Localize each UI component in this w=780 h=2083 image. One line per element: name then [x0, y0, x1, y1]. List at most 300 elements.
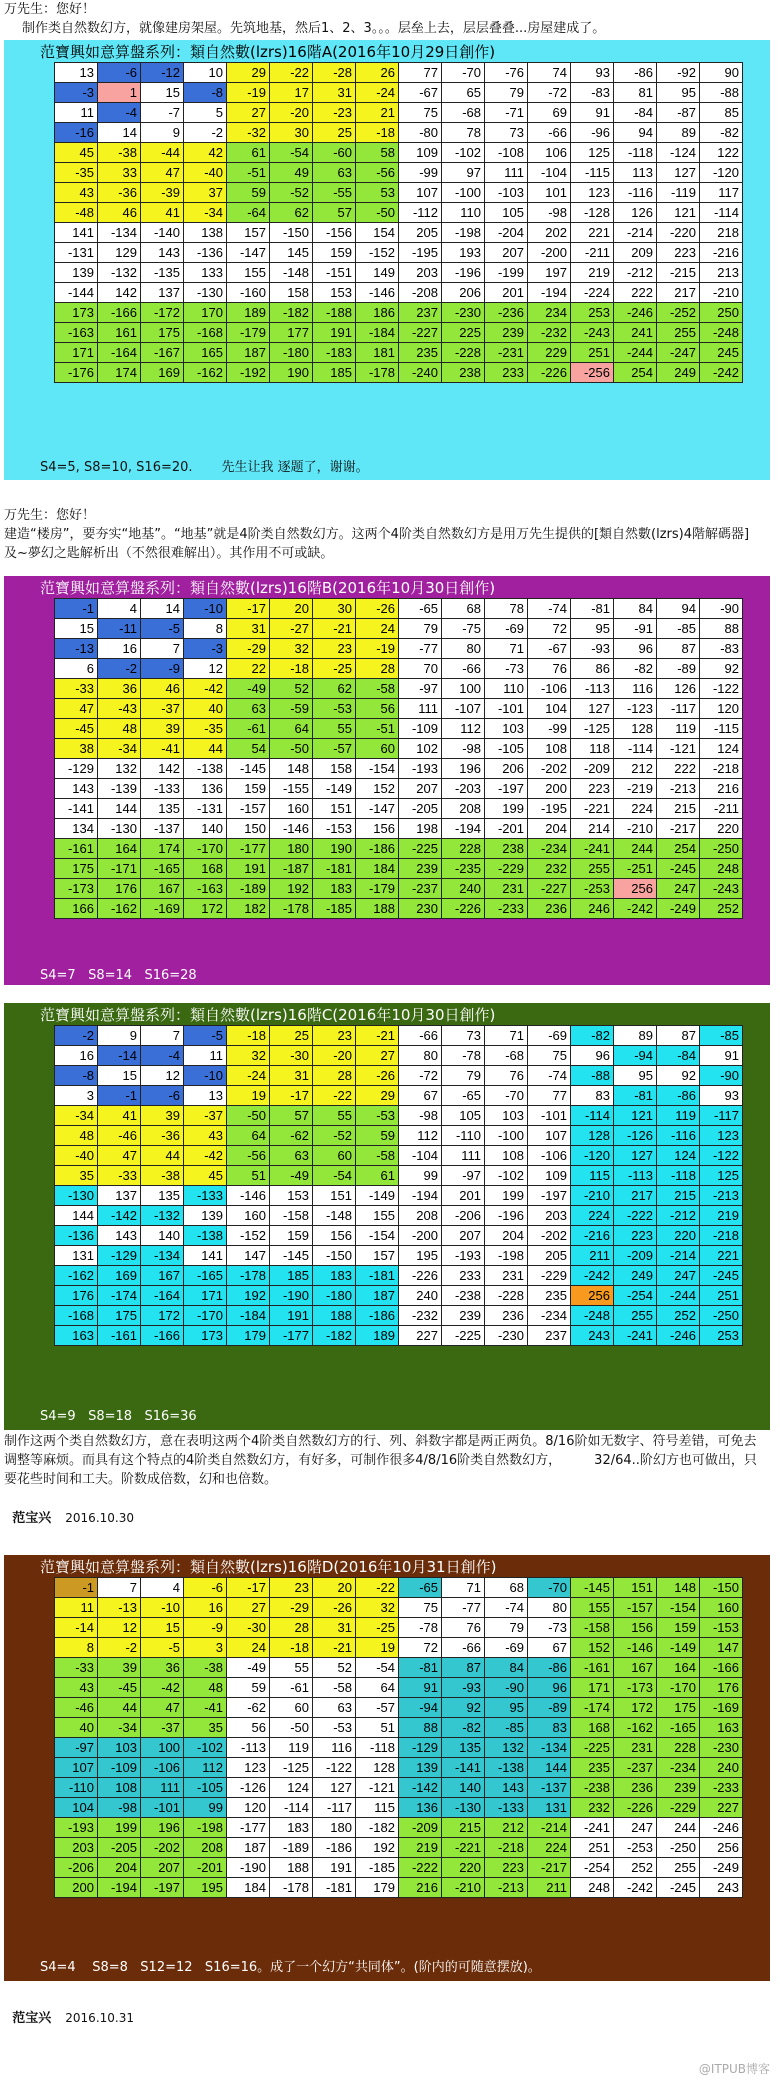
grid-cell: 8 — [55, 1638, 98, 1658]
grid-row — [55, 163, 743, 183]
grid-cell: -210 — [442, 1878, 485, 1898]
grid-cell: 12 — [98, 1618, 141, 1638]
grid-cell: 184 — [356, 859, 399, 879]
grid-cell: 119 — [270, 1738, 313, 1758]
grid-cell: -164 — [98, 343, 141, 363]
grid-cell: 215 — [657, 799, 700, 819]
grid-cell: -162 — [98, 899, 141, 919]
grid-cell: -58 — [313, 1678, 356, 1698]
grid-cell: 239 — [399, 859, 442, 879]
grid-cell: -11 — [98, 619, 141, 639]
grid-cell: -186 — [356, 839, 399, 859]
grid-cell: -2 — [98, 1638, 141, 1658]
grid-cell: -256 — [571, 363, 614, 383]
grid-cell: 176 — [700, 1678, 743, 1698]
grid-cell: 202 — [528, 223, 571, 243]
grid-cell: -177 — [227, 1818, 270, 1838]
grid-cell: -226 — [528, 363, 571, 383]
grid-cell: 252 — [614, 1858, 657, 1878]
grid-cell: -189 — [270, 1838, 313, 1858]
grid-cell: 155 — [571, 1598, 614, 1618]
grid-cell: 238 — [485, 839, 528, 859]
grid-cell: -82 — [700, 123, 743, 143]
grid-cell: -178 — [270, 899, 313, 919]
grid-cell: -200 — [399, 1226, 442, 1246]
grid-cell: -196 — [485, 1206, 528, 1226]
grid-cell: 29 — [227, 63, 270, 83]
grid-cell: 157 — [227, 223, 270, 243]
grid-cell: -121 — [356, 1778, 399, 1798]
grid-cell: -44 — [141, 143, 184, 163]
grid-row — [55, 323, 743, 343]
grid-cell: 132 — [98, 759, 141, 779]
grid-cell: 200 — [528, 779, 571, 799]
grid-cell: -29 — [270, 1598, 313, 1618]
grid-cell: 76 — [442, 1618, 485, 1638]
grid-cell: 219 — [700, 1206, 743, 1226]
grid-cell: -246 — [657, 1326, 700, 1346]
grid-cell: 184 — [227, 1878, 270, 1898]
grid-cell: -25 — [313, 659, 356, 679]
grid-cell: 164 — [657, 1658, 700, 1678]
grid-cell: -164 — [141, 1286, 184, 1306]
grid-cell: -188 — [313, 303, 356, 323]
grid-cell: 180 — [270, 839, 313, 859]
grid-cell: 140 — [184, 819, 227, 839]
grid-cell: -134 — [98, 223, 141, 243]
grid-cell: 129 — [98, 243, 141, 263]
grid-cell: 68 — [485, 1578, 528, 1598]
grid-cell: 150 — [227, 819, 270, 839]
grid-cell: -165 — [657, 1718, 700, 1738]
grid-cell: -202 — [141, 1838, 184, 1858]
signature-2 — [4, 1990, 134, 2028]
grid-cell: -212 — [614, 263, 657, 283]
grid-cell: -157 — [614, 1598, 657, 1618]
grid-cell: 255 — [657, 1858, 700, 1878]
grid-cell: -46 — [55, 1698, 98, 1718]
grid-cell: -57 — [356, 1698, 399, 1718]
grid-cell: -213 — [485, 1878, 528, 1898]
grid-cell: 120 — [700, 699, 743, 719]
grid-cell: 55 — [313, 1106, 356, 1126]
grid-cell: -60 — [313, 143, 356, 163]
grid-cell: 24 — [356, 619, 399, 639]
watermark: @ITPUB博客 — [698, 2062, 770, 2076]
grid-cell: -141 — [442, 1758, 485, 1778]
grid-cell: -205 — [98, 1838, 141, 1858]
grid-row — [55, 1878, 743, 1898]
grid-cell: -67 — [528, 639, 571, 659]
grid-cell: 206 — [485, 759, 528, 779]
grid-cell: -153 — [313, 819, 356, 839]
grid-cell: 41 — [141, 203, 184, 223]
grid-cell: -150 — [313, 1246, 356, 1266]
grid-cell: -90 — [700, 1066, 743, 1086]
grid-cell: 29 — [356, 1086, 399, 1106]
grid-cell: -155 — [270, 779, 313, 799]
grid-cell: -179 — [227, 323, 270, 343]
grid-cell: -130 — [184, 283, 227, 303]
grid-cell: 168 — [184, 859, 227, 879]
grid-row — [55, 1186, 743, 1206]
grid-cell: 142 — [141, 759, 184, 779]
grid-cell: -226 — [399, 1266, 442, 1286]
grid-cell: 211 — [528, 1878, 571, 1898]
grid-cell: -77 — [442, 1598, 485, 1618]
grid-cell: 44 — [98, 1698, 141, 1718]
grid-cell: 100 — [141, 1738, 184, 1758]
grid-cell: -201 — [485, 819, 528, 839]
grid-cell: -21 — [356, 1026, 399, 1046]
grid-cell: 251 — [571, 1838, 614, 1858]
grid-cell: -51 — [356, 719, 399, 739]
grid-cell: 72 — [399, 1638, 442, 1658]
grid-cell: -99 — [399, 163, 442, 183]
grid-cell: -18 — [227, 1026, 270, 1046]
grid-cell: 179 — [227, 1326, 270, 1346]
panel-d-footer: S4=4 S8=8 S12=12 S16=16。成了一个幻方“共同体”。(阶内的可随意摆放)。 — [40, 1960, 541, 1975]
grid-cell: -187 — [270, 859, 313, 879]
grid-cell: -216 — [700, 243, 743, 263]
grid-cell: -14 — [98, 1046, 141, 1066]
grid-cell: 17 — [270, 83, 313, 103]
grid-cell: 182 — [227, 899, 270, 919]
panel-d-grid — [54, 1577, 743, 1898]
grid-cell: 37 — [184, 183, 227, 203]
grid-cell: 240 — [442, 879, 485, 899]
grid-row — [55, 799, 743, 819]
grid-cell: 49 — [270, 163, 313, 183]
grid-cell: -24 — [356, 83, 399, 103]
grid-cell: 132 — [485, 1738, 528, 1758]
grid-cell: 15 — [141, 1618, 184, 1638]
grid-cell: -71 — [485, 103, 528, 123]
grid-cell: 75 — [528, 1046, 571, 1066]
grid-cell: -106 — [528, 679, 571, 699]
grid-cell: 239 — [485, 323, 528, 343]
grid-cell: -66 — [442, 1638, 485, 1658]
grid-cell: -33 — [98, 1166, 141, 1186]
grid-cell: 63 — [227, 699, 270, 719]
grid-cell: 77 — [528, 1086, 571, 1106]
grid-cell: 31 — [227, 619, 270, 639]
grid-cell: 218 — [700, 223, 743, 243]
grid-cell: 62 — [270, 203, 313, 223]
grid-cell: -26 — [313, 1598, 356, 1618]
grid-cell: -244 — [657, 1286, 700, 1306]
grid-cell: 108 — [528, 739, 571, 759]
grid-cell: 9 — [98, 1026, 141, 1046]
grid-cell: -30 — [227, 1618, 270, 1638]
grid-cell: -196 — [442, 263, 485, 283]
grid-cell: 32 — [227, 1046, 270, 1066]
grid-cell: 47 — [141, 1698, 184, 1718]
grid-cell: -102 — [442, 143, 485, 163]
grid-cell: 45 — [184, 1166, 227, 1186]
grid-cell: 64 — [227, 1126, 270, 1146]
grid-cell: 19 — [356, 1638, 399, 1658]
grid-cell: 81 — [614, 83, 657, 103]
grid-cell: 171 — [55, 343, 98, 363]
grid-cell: -242 — [614, 899, 657, 919]
grid-cell: -133 — [184, 1186, 227, 1206]
grid-row — [55, 659, 743, 679]
grid-cell: -144 — [55, 283, 98, 303]
grid-cell: 57 — [313, 203, 356, 223]
grid-cell: 199 — [485, 799, 528, 819]
panel-a-footer: S4=5, S8=10, S16=20. 先生让我 逐题了，谢谢。 — [40, 460, 369, 475]
grid-cell: -170 — [657, 1678, 700, 1698]
grid-cell: 192 — [227, 1286, 270, 1306]
grid-row — [55, 83, 743, 103]
grid-row — [55, 1678, 743, 1698]
grid-cell: -184 — [227, 1306, 270, 1326]
grid-cell: 67 — [399, 1086, 442, 1106]
grid-cell: 11 — [184, 1046, 227, 1066]
grid-cell: 4 — [98, 599, 141, 619]
grid-cell: 42 — [184, 143, 227, 163]
grid-cell: -145 — [571, 1578, 614, 1598]
grid-cell: -186 — [313, 1838, 356, 1858]
grid-cell: 136 — [184, 779, 227, 799]
grid-cell: 6 — [55, 659, 98, 679]
grid-cell: 141 — [184, 1246, 227, 1266]
grid-cell: -140 — [141, 223, 184, 243]
grid-cell: -30 — [270, 1046, 313, 1066]
grid-cell: -25 — [356, 1618, 399, 1638]
grid-row — [55, 679, 743, 699]
grid-cell: 256 — [700, 1838, 743, 1858]
grid-cell: -201 — [184, 1858, 227, 1878]
grid-cell: 41 — [98, 1106, 141, 1126]
grid-cell: 183 — [313, 879, 356, 899]
grid-cell: 54 — [227, 739, 270, 759]
grid-cell: -133 — [485, 1798, 528, 1818]
grid-cell: 232 — [528, 859, 571, 879]
grid-cell: 23 — [313, 639, 356, 659]
grid-cell: 124 — [270, 1778, 313, 1798]
grid-cell: -181 — [313, 859, 356, 879]
grid-cell: 7 — [98, 1578, 141, 1598]
grid-cell: -119 — [657, 183, 700, 203]
grid-cell: 219 — [399, 1838, 442, 1858]
grid-cell: 229 — [528, 343, 571, 363]
grid-cell: -2 — [98, 659, 141, 679]
grid-cell: 40 — [184, 699, 227, 719]
grid-cell: -234 — [528, 1306, 571, 1326]
grid-cell: -1 — [55, 1578, 98, 1598]
grid-cell: -154 — [356, 1226, 399, 1246]
grid-cell: -97 — [55, 1738, 98, 1758]
grid-cell: -98 — [399, 1106, 442, 1126]
grid-cell: 208 — [399, 1206, 442, 1226]
grid-cell: 154 — [356, 223, 399, 243]
grid-cell: -103 — [485, 183, 528, 203]
grid-cell: -247 — [657, 343, 700, 363]
grid-cell: -27 — [270, 619, 313, 639]
grid-cell: -226 — [442, 899, 485, 919]
grid-cell: 206 — [442, 283, 485, 303]
grid-cell: 137 — [98, 1186, 141, 1206]
grid-cell: 63 — [313, 1698, 356, 1718]
grid-cell: 35 — [184, 1718, 227, 1738]
grid-row — [55, 699, 743, 719]
intro2-greeting: 万先生：您好！ — [4, 508, 96, 523]
grid-cell: 207 — [399, 779, 442, 799]
grid-cell: -171 — [98, 859, 141, 879]
grid-cell: -22 — [313, 1086, 356, 1106]
grid-cell: 153 — [313, 283, 356, 303]
grid-cell: 19 — [227, 1086, 270, 1106]
grid-cell: 60 — [356, 739, 399, 759]
grid-cell: 204 — [98, 1858, 141, 1878]
grid-cell: 224 — [571, 1206, 614, 1226]
grid-cell: 191 — [227, 859, 270, 879]
grid-cell: 23 — [270, 1578, 313, 1598]
grid-cell: 201 — [442, 1186, 485, 1206]
grid-cell: 231 — [485, 1266, 528, 1286]
grid-cell: -114 — [614, 739, 657, 759]
grid-cell: -98 — [528, 203, 571, 223]
grid-cell: -215 — [657, 263, 700, 283]
grid-row — [55, 1718, 743, 1738]
grid-cell: 103 — [485, 719, 528, 739]
grid-cell: 92 — [657, 1066, 700, 1086]
grid-cell: 204 — [485, 1226, 528, 1246]
grid-cell: 213 — [700, 263, 743, 283]
grid-cell: 188 — [313, 1306, 356, 1326]
grid-cell: 189 — [227, 303, 270, 323]
grid-cell: -48 — [55, 203, 98, 223]
grid-cell: -56 — [227, 1146, 270, 1166]
grid-cell: 171 — [184, 1286, 227, 1306]
grid-row — [55, 1146, 743, 1166]
grid-cell: 227 — [700, 1798, 743, 1818]
grid-cell: -176 — [55, 363, 98, 383]
grid-cell: -194 — [442, 819, 485, 839]
grid-cell: -178 — [356, 363, 399, 383]
grid-cell: -225 — [442, 1326, 485, 1346]
grid-cell: -194 — [98, 1878, 141, 1898]
grid-cell: 156 — [313, 1226, 356, 1246]
grid-cell: -102 — [485, 1166, 528, 1186]
grid-cell: 73 — [442, 1026, 485, 1046]
grid-cell: 223 — [614, 1226, 657, 1246]
grid-cell: -133 — [141, 779, 184, 799]
grid-cell: -69 — [528, 1026, 571, 1046]
grid-cell: -21 — [313, 619, 356, 639]
grid-cell: -193 — [442, 1246, 485, 1266]
grid-cell: 231 — [614, 1738, 657, 1758]
grid-cell: -87 — [657, 103, 700, 123]
grid-cell: 1 — [98, 83, 141, 103]
grid-row — [55, 1226, 743, 1246]
grid-cell: 187 — [227, 343, 270, 363]
grid-cell: 201 — [485, 283, 528, 303]
grid-cell: -42 — [141, 1678, 184, 1698]
grid-cell: -189 — [227, 879, 270, 899]
grid-cell: -2 — [184, 123, 227, 143]
grid-cell: -251 — [614, 859, 657, 879]
grid-cell: -197 — [141, 1878, 184, 1898]
grid-cell: -128 — [571, 203, 614, 223]
grid-cell: 196 — [442, 759, 485, 779]
grid-cell: -50 — [356, 203, 399, 223]
grid-cell: -234 — [657, 1758, 700, 1778]
grid-cell: 148 — [270, 759, 313, 779]
grid-cell: -210 — [571, 1186, 614, 1206]
grid-cell: -227 — [528, 879, 571, 899]
grid-cell: -138 — [485, 1758, 528, 1778]
grid-row — [55, 1738, 743, 1758]
grid-cell: 88 — [700, 619, 743, 639]
grid-cell: -132 — [141, 1206, 184, 1226]
grid-cell: -5 — [141, 1638, 184, 1658]
grid-cell: -6 — [98, 63, 141, 83]
grid-cell: 207 — [485, 243, 528, 263]
grid-cell: -162 — [55, 1266, 98, 1286]
grid-cell: -153 — [700, 1618, 743, 1638]
grid-cell: -36 — [98, 183, 141, 203]
grid-cell: 99 — [399, 1166, 442, 1186]
grid-cell: -205 — [399, 799, 442, 819]
grid-cell: 235 — [528, 1286, 571, 1306]
grid-row — [55, 1618, 743, 1638]
grid-cell: -173 — [614, 1678, 657, 1698]
grid-cell: -98 — [98, 1798, 141, 1818]
grid-cell: -136 — [184, 243, 227, 263]
grid-cell: -93 — [571, 639, 614, 659]
grid-cell: 188 — [356, 899, 399, 919]
grid-cell: 255 — [657, 323, 700, 343]
panel-a-title: 范寶興如意算盤系列：類自然數(lzrs)16階A(2016年10月29日創作) — [40, 43, 496, 61]
grid-cell: 117 — [700, 183, 743, 203]
grid-cell: -241 — [614, 1326, 657, 1346]
grid-cell: 91 — [399, 1678, 442, 1698]
grid-cell: 173 — [184, 1326, 227, 1346]
grid-cell: 212 — [614, 759, 657, 779]
grid-cell: -138 — [184, 759, 227, 779]
grid-cell: 121 — [657, 203, 700, 223]
grid-cell: -219 — [614, 779, 657, 799]
grid-cell: -229 — [528, 1266, 571, 1286]
grid-cell: -73 — [528, 1618, 571, 1638]
grid-cell: 31 — [270, 1066, 313, 1086]
grid-cell: 203 — [399, 263, 442, 283]
grid-row — [55, 343, 743, 363]
grid-cell: -130 — [55, 1186, 98, 1206]
grid-cell: 113 — [614, 163, 657, 183]
grid-cell: 92 — [700, 659, 743, 679]
grid-cell: 51 — [227, 1166, 270, 1186]
grid-cell: 149 — [356, 263, 399, 283]
grid-cell: -161 — [571, 1658, 614, 1678]
grid-cell: 220 — [657, 1226, 700, 1246]
grid-cell: -34 — [55, 1106, 98, 1126]
grid-cell: -162 — [614, 1718, 657, 1738]
grid-cell: -112 — [399, 203, 442, 223]
grid-cell: -6 — [141, 1086, 184, 1106]
grid-cell: -181 — [356, 1266, 399, 1286]
grid-cell: 95 — [571, 619, 614, 639]
grid-cell: 65 — [442, 83, 485, 103]
grid-cell: -192 — [227, 363, 270, 383]
grid-cell: -54 — [270, 143, 313, 163]
grid-cell: -121 — [657, 739, 700, 759]
grid-cell: -139 — [98, 779, 141, 799]
grid-cell: 39 — [98, 1658, 141, 1678]
